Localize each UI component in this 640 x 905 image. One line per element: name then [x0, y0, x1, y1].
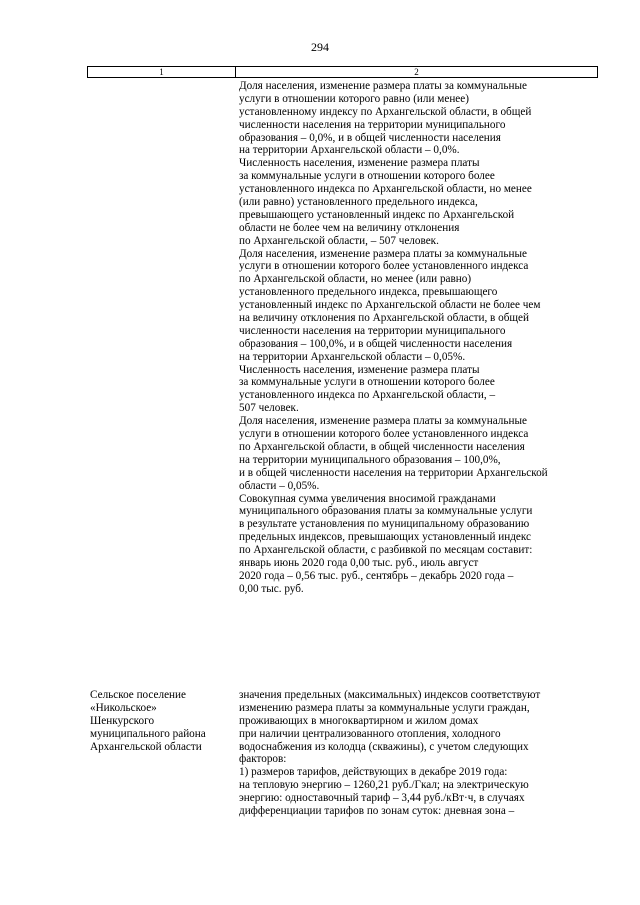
text-line: превышающего установленный индекс по Архангельской — [239, 208, 515, 221]
column-header-2: 2 — [236, 67, 598, 78]
text-line: дифференциации тарифов по зонам суток: дневная зона – — [239, 805, 515, 818]
text-line: услуги в отношении которого более установленного индекса — [239, 260, 529, 273]
text-line: установленного предельного индекса, превышающего — [239, 286, 498, 299]
text-line: проживающих в многоквартирном и жилом домах — [239, 714, 479, 727]
text-line: факторов: — [239, 753, 287, 766]
text-line: на величину отклонения по Архангельской области, в общей — [239, 312, 529, 325]
text-line: Архангельской области — [90, 740, 202, 753]
text-line: по Архангельской области, в общей численности населения — [239, 440, 525, 453]
text-line: по Архангельской области, – 507 человек. — [239, 234, 439, 247]
text-line: 0,00 тыс. руб. — [239, 582, 304, 595]
text-line: Численность населения, изменение размера платы — [239, 363, 480, 376]
column-header-table — [87, 66, 598, 78]
text-line: при наличии централизованного отопления, холодного — [239, 727, 501, 740]
text-line: установленному индексу по Архангельской области, в общей — [239, 105, 532, 118]
text-line: 1) размеров тарифов, действующих в декабре 2019 года: — [239, 766, 508, 779]
text-line: области – 0,05%. — [239, 479, 320, 492]
row1-right-text — [239, 80, 548, 596]
text-line: Доля населения, изменение размера платы за коммунальные — [239, 415, 527, 428]
text-line: на территории Архангельской области – 0,05%. — [239, 350, 466, 363]
text-line: 507 человек. — [239, 402, 299, 415]
text-line: Шенкурского — [90, 714, 155, 727]
text-line: по Архангельской области, с разбивкой по месяцам составит: — [239, 544, 533, 557]
text-line: численности населения на территории муниципального — [239, 118, 506, 131]
text-line: 2020 года – 0,56 тыс. руб., сентябрь – декабрь 2020 года – — [239, 569, 514, 582]
text-line: (или равно) установленного предельного индекса, — [239, 196, 478, 209]
text-line: изменению размера платы за коммунальные услуги граждан, — [239, 701, 530, 714]
text-line: значения предельных (максимальных) индексов соответствуют — [239, 689, 541, 701]
text-line: за коммунальные услуги в отношении которого более — [239, 170, 495, 183]
text-line: Совокупная сумма увеличения вносимой гражданами — [239, 492, 496, 505]
text-line: предельных индексов, превышающих установленный индекс — [239, 531, 531, 544]
text-line: Сельское поселение — [90, 689, 186, 701]
text-line: области не более чем на величину отклонения — [239, 221, 460, 234]
text-line: услуги в отношении которого более установленного индекса — [239, 428, 529, 441]
text-line: Доля населения, изменение размера платы за коммунальные — [239, 247, 527, 260]
text-line: на тепловую энергию – 1260,21 руб./Гкал; на электрическую — [239, 779, 529, 792]
text-line: образования – 0,0%, и в общей численности населения — [239, 131, 501, 144]
text-line: установленного индекса по Архангельской области, – — [239, 389, 496, 402]
text-line: и в общей численности населения на территории Архангельской — [239, 466, 548, 479]
text-line: муниципального района — [90, 727, 206, 740]
text-line: на территории Архангельской области – 0,0%. — [239, 144, 460, 157]
text-line: на территории муниципального образования – 100,0%, — [239, 453, 501, 466]
page-number: 294 — [311, 40, 329, 54]
text-line: за коммунальные услуги в отношении которого более — [239, 376, 495, 389]
text-line: Численность населения, изменение размера платы — [239, 157, 480, 170]
text-line: установленного индекса по Архангельской области, но менее — [239, 183, 532, 196]
text-line: «Никольское» — [90, 701, 157, 714]
text-line: образования – 100,0%, и в общей численности населения — [239, 337, 513, 350]
text-line: в результате установления по муниципальному образованию — [239, 518, 530, 531]
row2-right-text — [239, 689, 540, 818]
text-line: услуги в отношении которого равно (или менее) — [239, 92, 469, 105]
text-line: январь июнь 2020 года 0,00 тыс. руб., июль август — [239, 556, 479, 569]
text-line: по Архангельской области, но менее (или равно) — [239, 273, 472, 286]
column-header-1: 1 — [88, 67, 236, 78]
text-line: муниципального образования платы за коммунальные услуги — [239, 505, 533, 518]
text-line: энергию: одноставочный тариф – 3,44 руб./кВт·ч, в случаях — [239, 792, 525, 805]
text-line: водоснабжения из колодца (скважины), с учетом следующих — [239, 740, 529, 753]
row2-municipality-name — [90, 689, 206, 753]
text-line: установленный индекс по Архангельской области не более чем — [239, 299, 541, 312]
text-line: Доля населения, изменение размера платы за коммунальные — [239, 80, 527, 92]
text-line: численности населения на территории муниципального — [239, 324, 506, 337]
